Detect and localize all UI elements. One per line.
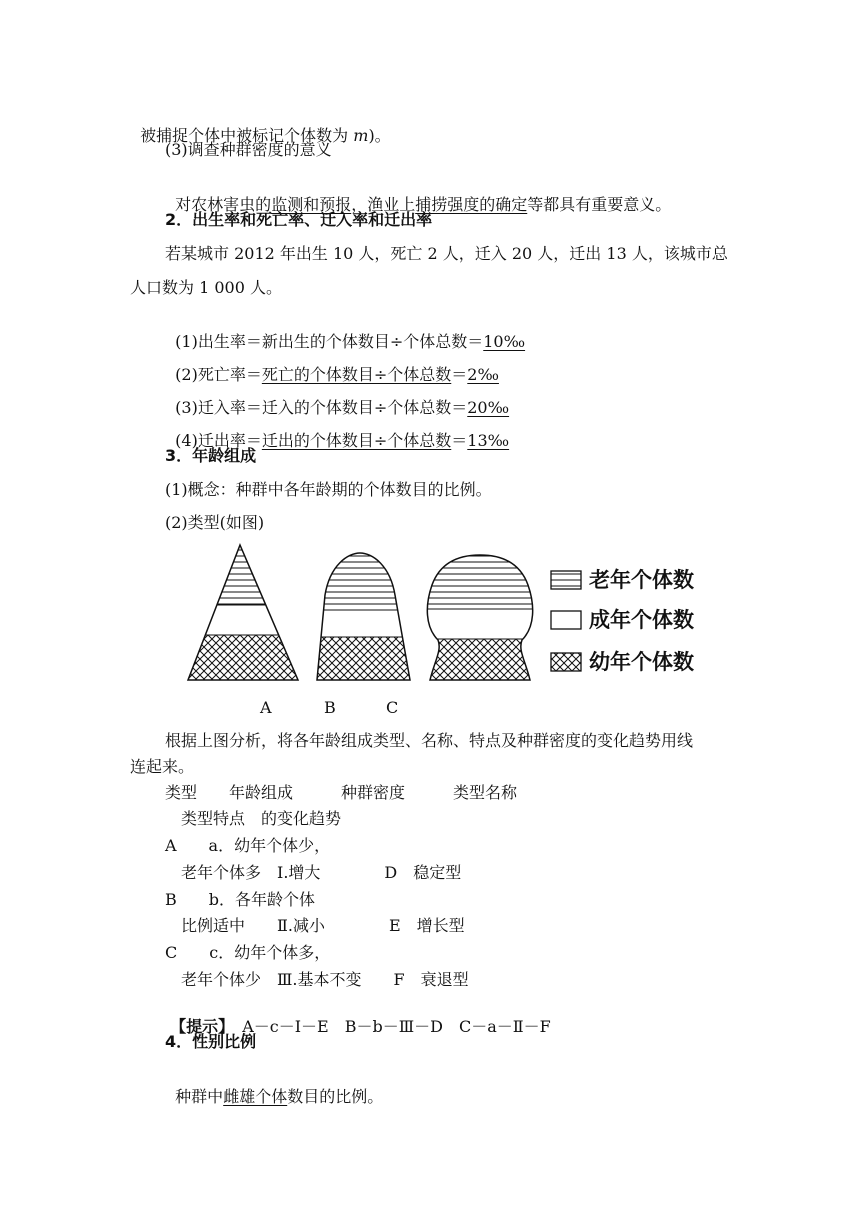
legend-swatch-adult [551, 611, 581, 629]
underlined-answer: 2‰ [467, 365, 499, 384]
matching-row-b: B b．各年龄个体 [165, 890, 316, 909]
variable-m: m [353, 126, 369, 145]
text-line-6: 人口数为 1 000 人。 [130, 278, 282, 297]
text-segment: 对农林害虫的 [175, 195, 272, 214]
matching-row-a: A a．幼年个体少， [165, 836, 331, 855]
formula-emigration-rate [165, 411, 509, 451]
legend-swatch-young [551, 653, 581, 671]
hint-label: 【提示】 [170, 1017, 227, 1036]
text-segment: (1)出生率＝新出生的个体数目÷个体总数＝ [175, 332, 484, 351]
pyramid-label-a: A [260, 698, 272, 717]
text-segment: (4)迁出率＝ [175, 431, 262, 450]
sex-ratio-line [165, 1067, 383, 1107]
matching-header-1: 类型 年龄组成 种群密度 类型名称 [165, 783, 518, 802]
section-heading-3: 3．年龄组成 [165, 446, 257, 465]
underlined-answer: 20‰ [467, 398, 510, 417]
legend-swatch-old [551, 571, 581, 589]
text-segment: 被捕捉个体中被标记个体数为 [140, 126, 354, 145]
underlined-answer: 10‰ [483, 332, 526, 351]
section-heading-2: 2．出生率和死亡率、迁入率和迁出率 [165, 210, 433, 229]
legend-label-young: 幼年个体数 [589, 650, 694, 674]
matching-row-b-cont: 比例适中 Ⅱ.减小 E 增长型 [165, 916, 465, 935]
section-heading-4: 4．性别比例 [165, 1032, 257, 1051]
analysis-line-1: 根据上图分析，将各年龄组成类型、名称、特点及种群密度的变化趋势用线 [165, 731, 694, 750]
text-segment: (2)死亡率＝ [175, 365, 262, 384]
pyramid-c [420, 535, 540, 687]
underlined-answer: 迁出的个体数目÷个体总数 [261, 431, 452, 450]
matching-header-2: 类型特点 的变化趋势 [165, 809, 342, 828]
pyramid-a [180, 535, 310, 685]
hint-line [160, 997, 551, 1037]
underlined-answer: 死亡的个体数目÷个体总数 [261, 365, 452, 384]
underlined-answer: 13‰ [467, 431, 510, 450]
analysis-line-2: 连起来。 [130, 757, 195, 776]
hint-text: A－c－Ⅰ－E B－b－Ⅲ－D C－a－Ⅱ－F [226, 1017, 551, 1036]
subheading-survey-significance: (3)调查种群密度的意义 [165, 140, 332, 159]
concept-line: (1)概念：种群中各年龄期的个体数目的比例。 [165, 480, 492, 499]
types-line: (2)类型(如图) [165, 513, 265, 532]
pyramid-label-c: C [386, 698, 399, 717]
underlined-answer: 监测和预报 [271, 195, 352, 214]
underlined-answer: 捕捞强度的确定 [415, 195, 528, 214]
legend-label-adult: 成年个体数 [589, 608, 694, 632]
text-segment: 种群中 [175, 1087, 224, 1106]
pyramid-label-b: B [324, 698, 336, 717]
text-segment: (3)迁入率＝迁入的个体数目÷个体总数＝ [175, 398, 468, 417]
pyramid-b [310, 535, 420, 687]
underlined-answer: 雌雄个体 [223, 1087, 288, 1106]
text-line-5: 若某城市 2012 年出生 10 人，死亡 2 人，迁入 20 人，迁出 13 人，该城市总 [165, 244, 728, 263]
text-segment: 数目的比例。 [287, 1087, 384, 1106]
text-segment: ，渔业上 [351, 195, 416, 214]
matching-row-c: C c．幼年个体多， [165, 943, 331, 962]
text-segment: )。 [368, 126, 391, 145]
age-structure-figure [180, 535, 740, 695]
legend-label-old: 老年个体数 [589, 568, 694, 592]
text-line-3 [165, 175, 671, 215]
matching-row-c-cont: 老年个体少 Ⅲ.基本不变 F 衰退型 [165, 970, 469, 989]
text-segment: ＝ [451, 431, 468, 450]
text-segment: 等都具有重要意义。 [527, 195, 672, 214]
matching-row-a-cont: 老年个体多 Ⅰ.增大 D 稳定型 [165, 863, 462, 882]
text-segment: ＝ [451, 365, 468, 384]
